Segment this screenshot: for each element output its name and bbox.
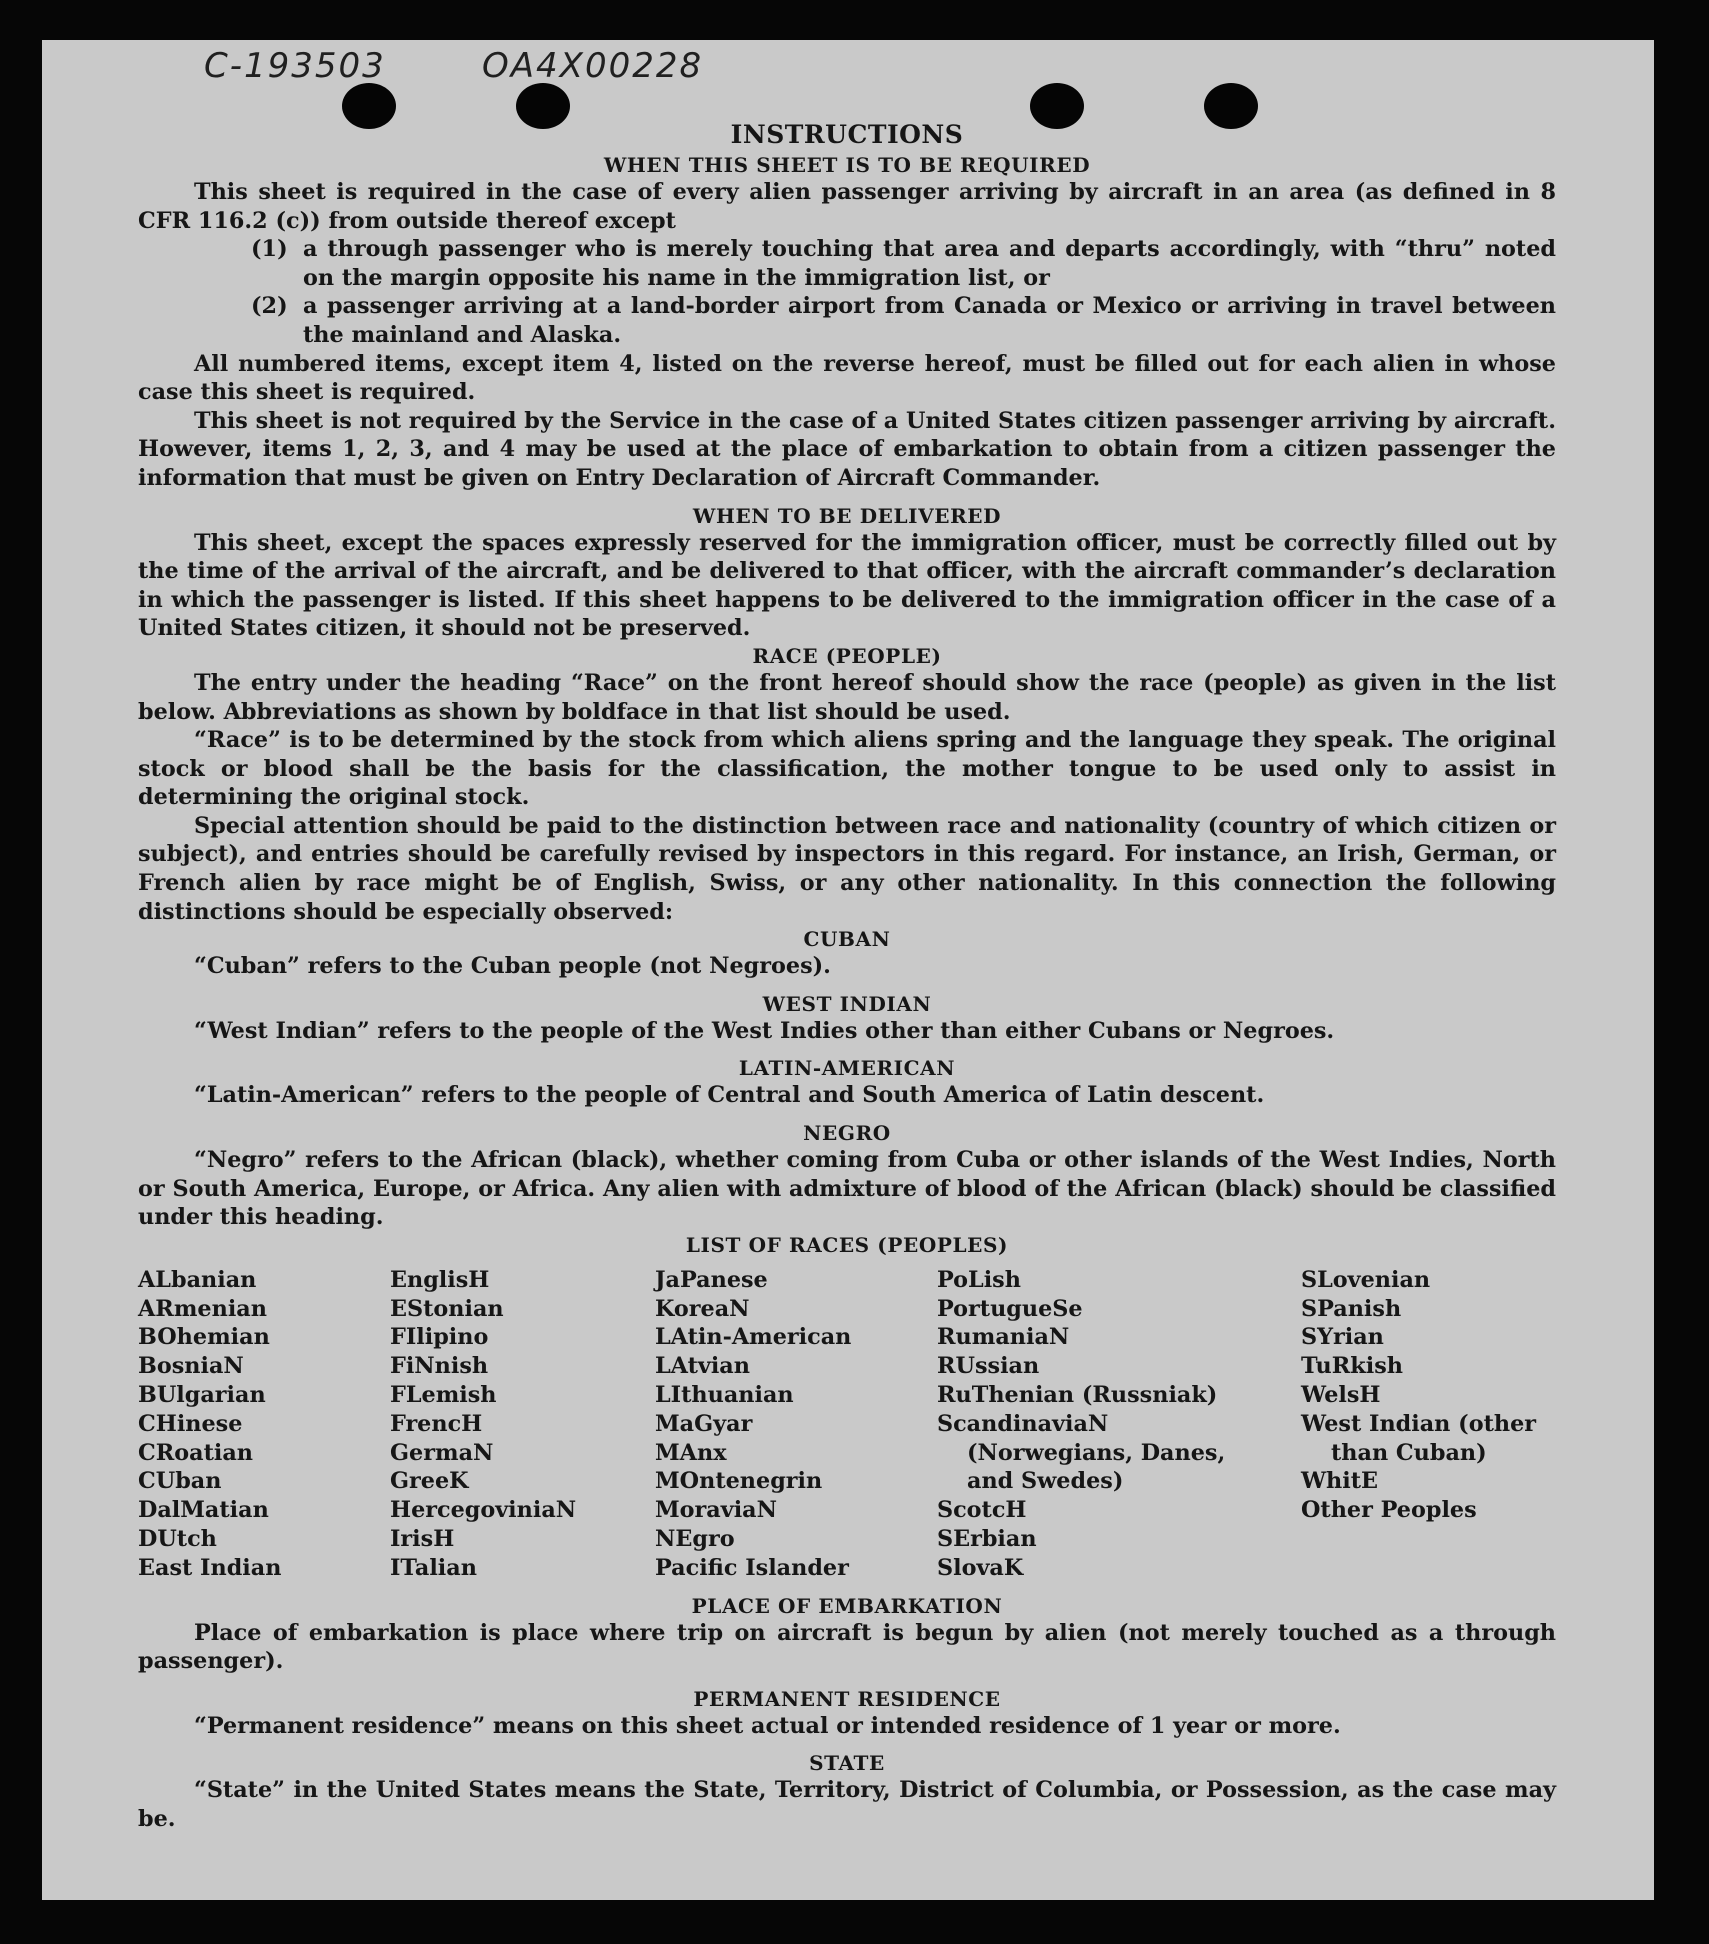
race-item: NEgro xyxy=(655,1525,735,1552)
instructions-content xyxy=(138,120,1556,1834)
race-item: FIlipino xyxy=(390,1324,489,1351)
race-item: EStonian xyxy=(390,1295,504,1322)
race-item: Pacific Islander xyxy=(655,1554,849,1581)
section-heading-state: STATE xyxy=(809,1751,885,1776)
races-column-2 xyxy=(390,1266,655,1583)
races-column-3 xyxy=(655,1266,937,1583)
paragraph: “State” in the United States means the State, Territory, District of Columbia, or Possession, as the case may be. xyxy=(138,1777,1556,1832)
races-column-5 xyxy=(1301,1266,1556,1583)
race-item: Other Peoples xyxy=(1301,1497,1477,1524)
race-item: RuThenian (Russniak) xyxy=(937,1382,1218,1408)
definition-text: “West Indian” refers to the people of the West Indies other than either Cubans or Negroes. xyxy=(194,1017,1335,1044)
section-heading-west-indian: WEST INDIAN xyxy=(762,991,932,1016)
race-item: MOntenegrin xyxy=(655,1468,823,1495)
race-item: ScandinaviaN (Norwegians, Danes, and Swedes) xyxy=(937,1410,1226,1495)
definition-text: “Permanent residence” means on this sheet actual or intended residence of 1 year or more. xyxy=(194,1712,1341,1739)
paragraph: This sheet, except the spaces expressly reserved for the immigration officer, must be correctly filled out by the time of the arrival of the aircraft, and be delivered to that officer, with the aircraft commander’s declaration in which the passenger is listed. If this sheet happens to be delivered to the immigration officer in the case of a United States citizen, it should not be preserved. xyxy=(138,529,1556,642)
paragraph: “Negro” refers to the African (black), whether coming from Cuba or other islands of the West Indies, North or South America, Europe, or Africa. Any alien with admixture of blood of the African (black) should be classified under this heading. xyxy=(138,1147,1556,1231)
race-item: WelsH xyxy=(1301,1382,1381,1408)
race-item: ALbanian xyxy=(138,1266,257,1293)
race-item: BOhemian xyxy=(138,1324,270,1351)
page-title: INSTRUCTIONS xyxy=(730,120,964,149)
race-item: RumaniaN xyxy=(937,1324,1070,1351)
section-heading-negro: NEGRO xyxy=(803,1121,891,1146)
paragraph: Place of embarkation is place where trip on aircraft is begun by alien (not merely touched as a through passenger). xyxy=(138,1619,1556,1675)
section-heading-race: RACE (PEOPLE) xyxy=(752,643,942,668)
paragraph: This sheet is required in the case of every alien passenger arriving by aircraft in an area (as defined in 8 CFR 116.2 (c)) from outside thereof except xyxy=(138,179,1556,234)
definition-text: “Latin-American” refers to the people of Central and South America of Latin descent. xyxy=(194,1082,1265,1109)
section-heading-when-required: WHEN THIS SHEET IS TO BE REQUIRED xyxy=(603,153,1091,177)
race-item: TuRkish xyxy=(1301,1353,1403,1380)
race-item: ARmenian xyxy=(138,1295,267,1322)
race-item: FiNnish xyxy=(390,1353,489,1380)
item-text: a through passenger who is merely touching that area and departs accordingly, with “thru” noted on the margin opposite his name in the immigration list, or xyxy=(303,236,1556,291)
section-heading-latin-american: LATIN-AMERICAN xyxy=(738,1056,956,1081)
race-item: East Indian xyxy=(138,1554,282,1581)
section-heading-when-delivered: WHEN TO BE DELIVERED xyxy=(692,503,1002,528)
race-item: KoreaN xyxy=(655,1295,750,1322)
race-item: FrencH xyxy=(390,1410,483,1437)
race-item: LAtin-American xyxy=(655,1324,852,1351)
handwritten-file-number: C-193503 xyxy=(204,46,386,86)
race-item: RUssian xyxy=(937,1353,1040,1380)
document-sheet xyxy=(42,40,1654,1900)
race-item: PortugueSe xyxy=(937,1295,1083,1322)
item-number: (1) xyxy=(251,236,288,263)
race-item: ScotcH xyxy=(937,1497,1027,1524)
race-item: LAtvian xyxy=(655,1353,750,1380)
race-item: SPanish xyxy=(1301,1295,1402,1322)
race-item: SLovenian xyxy=(1301,1266,1431,1293)
race-item: SYrian xyxy=(1301,1324,1384,1351)
handwritten-reference-number: OA4X00228 xyxy=(482,46,704,86)
section-heading-embarkation: PLACE OF EMBARKATION xyxy=(691,1593,1003,1618)
section-heading-permanent-residence: PERMANENT RESIDENCE xyxy=(693,1686,1001,1711)
race-item: MAnx xyxy=(655,1439,727,1466)
numbered-item xyxy=(251,292,1556,349)
race-item: JaPanese xyxy=(655,1266,768,1293)
item-text: a passenger arriving at a land-border airport from Canada or Mexico or arriving in travel between the mainland and Alaska. xyxy=(303,293,1556,348)
paragraph: This sheet is not required by the Service in the case of a United States citizen passenger arriving by aircraft. However, items 1, 2, 3, and 4 may be used at the place of embarkation to obtain from a citizen passenger the information that must be given on Entry Declaration of Aircraft Commander. xyxy=(138,407,1556,491)
item-number: (2) xyxy=(251,293,288,320)
race-item: MoraviaN xyxy=(655,1497,778,1524)
race-item: DUtch xyxy=(138,1525,217,1552)
race-item: West Indian (other than Cuban) xyxy=(1301,1410,1537,1466)
races-column-4 xyxy=(937,1266,1301,1583)
numbered-item xyxy=(251,235,1556,292)
race-item: CUban xyxy=(138,1468,222,1495)
race-item: FLemish xyxy=(390,1382,497,1408)
race-item: SErbian xyxy=(937,1525,1037,1552)
paragraph: The entry under the heading “Race” on the front hereof should show the race (people) as given in the list below. Abbreviations as shown by boldface in that list should be used. xyxy=(138,669,1556,725)
race-item: EnglisH xyxy=(390,1266,490,1293)
paragraph: “Race” is to be determined by the stock from which aliens spring and the language they speak. The original stock or blood shall be the basis for the classification, the mother tongue to be used only to assist in determining the original stock. xyxy=(138,727,1556,811)
race-item: MaGyar xyxy=(655,1410,753,1437)
race-item: WhitE xyxy=(1301,1468,1379,1495)
paragraph: All numbered items, except item 4, listed on the reverse hereof, must be filled out for each alien in whose case this sheet is required. xyxy=(138,350,1556,406)
paragraph: Special attention should be paid to the distinction between race and nationality (country of which citizen or subject), and entries should be carefully revised by inspectors in this regard. For instance, an Irish, German, or French alien by race might be of English, Swiss, or any other nationality. In this connection the following distinctions should be especially observed: xyxy=(138,812,1556,925)
race-item: LIthuanian xyxy=(655,1382,794,1408)
section-heading-list-of-races: LIST OF RACES (PEOPLES) xyxy=(685,1232,1009,1257)
race-item: IrisH xyxy=(390,1525,455,1552)
race-item: SlovaK xyxy=(937,1554,1024,1581)
race-item: GermaN xyxy=(390,1439,494,1466)
race-item: CHinese xyxy=(138,1410,243,1437)
race-item: DalMatian xyxy=(138,1497,269,1524)
races-column-1 xyxy=(138,1266,390,1583)
race-item: ITalian xyxy=(390,1554,477,1581)
races-list xyxy=(138,1266,1556,1583)
race-item: PoLish xyxy=(937,1266,1021,1293)
race-item: BUlgarian xyxy=(138,1382,266,1408)
race-item: GreeK xyxy=(390,1468,469,1495)
definition-text: “Cuban” refers to the Cuban people (not Negroes). xyxy=(194,953,831,980)
race-item: CRoatian xyxy=(138,1439,254,1466)
section-heading-cuban: CUBAN xyxy=(803,927,891,952)
race-item: HercegoviniaN xyxy=(390,1497,577,1524)
race-item: BosniaN xyxy=(138,1353,244,1380)
